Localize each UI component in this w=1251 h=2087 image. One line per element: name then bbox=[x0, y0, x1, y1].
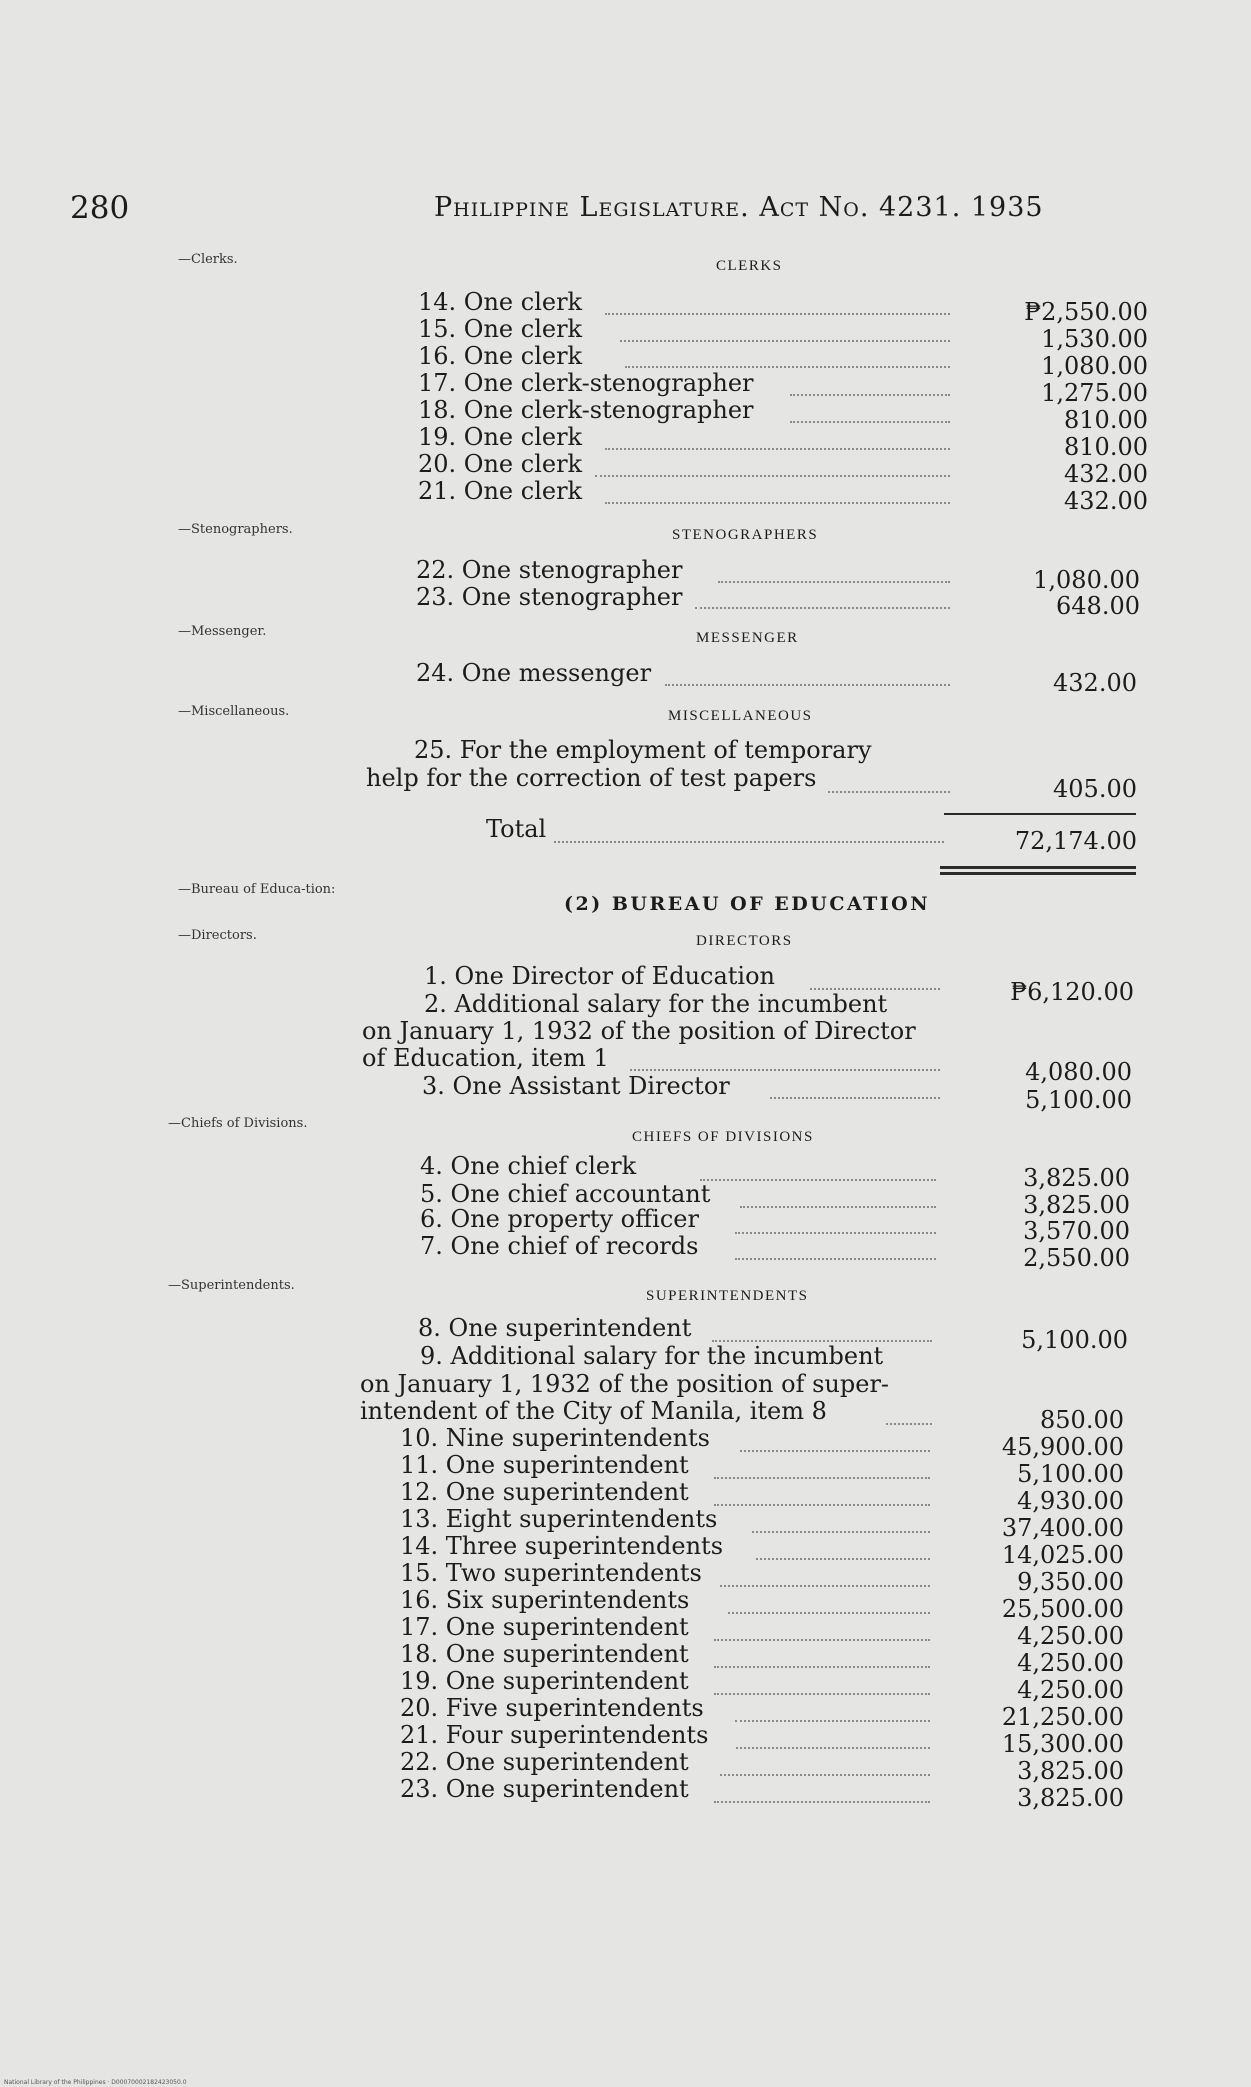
total-label: Total bbox=[486, 815, 547, 843]
line-item: 1. One Director of Education bbox=[424, 962, 775, 990]
amount: 3,570.00 bbox=[1023, 1217, 1130, 1245]
amount: 432.00 bbox=[1064, 460, 1148, 488]
line-item: 14. Three superintendents bbox=[400, 1532, 724, 1560]
line-item: 20. One clerk bbox=[418, 450, 583, 478]
line-item: 18. One clerk-stenographer bbox=[418, 396, 754, 424]
dot-leader bbox=[720, 1584, 930, 1587]
margin-note-stenographers: —Stenographers. bbox=[178, 522, 293, 537]
margin-note-directors: —Directors. bbox=[178, 928, 257, 943]
amount: 14,025.00 bbox=[1001, 1541, 1124, 1569]
amount: 405.00 bbox=[1053, 775, 1137, 803]
dot-leader bbox=[790, 393, 950, 396]
dot-leader bbox=[790, 420, 950, 423]
heading-stenographers: STENOGRAPHERS bbox=[672, 527, 819, 543]
line-item: 18. One superintendent bbox=[400, 1640, 689, 1668]
line-item: 17. One clerk-stenographer bbox=[418, 369, 754, 397]
amount: ₱6,120.00 bbox=[1010, 978, 1134, 1006]
line-item: 20. Five superintendents bbox=[400, 1694, 704, 1722]
line-item: 4. One chief clerk bbox=[420, 1152, 637, 1180]
amount: 3,825.00 bbox=[1017, 1757, 1124, 1785]
double-rule-bottom bbox=[940, 872, 1136, 875]
margin-note-bureau: —Bureau of Educa-tion: bbox=[178, 882, 336, 897]
line-item: 17. One superintendent bbox=[400, 1613, 689, 1641]
line-item: intendent of the City of Manila, item 8 bbox=[360, 1397, 827, 1425]
amount: 45,900.00 bbox=[1001, 1433, 1124, 1461]
amount: 432.00 bbox=[1053, 669, 1137, 697]
dot-leader bbox=[595, 474, 950, 477]
heading-superintendents: SUPERINTENDENTS bbox=[646, 1288, 809, 1304]
amount: 1,080.00 bbox=[1041, 352, 1148, 380]
line-item: 15. Two superintendents bbox=[400, 1559, 702, 1587]
dot-leader bbox=[714, 1638, 930, 1641]
line-item: 21. One clerk bbox=[418, 477, 583, 505]
page-number: 280 bbox=[70, 190, 130, 226]
dot-leader bbox=[752, 1530, 930, 1533]
dot-leader bbox=[665, 683, 950, 686]
line-item: 9. Additional salary for the incumbent bbox=[420, 1342, 884, 1370]
amount: 1,275.00 bbox=[1041, 379, 1148, 407]
dot-leader bbox=[740, 1449, 930, 1452]
dot-leader bbox=[700, 1178, 936, 1181]
amount: 15,300.00 bbox=[1001, 1730, 1124, 1758]
amount: 9,350.00 bbox=[1017, 1568, 1124, 1596]
dot-leader bbox=[620, 339, 950, 342]
dot-leader bbox=[756, 1557, 930, 1560]
dot-leader bbox=[770, 1096, 940, 1099]
dot-leader bbox=[695, 606, 950, 609]
line-item: 16. One clerk bbox=[418, 342, 583, 370]
dot-leader bbox=[714, 1692, 930, 1695]
heading-directors: DIRECTORS bbox=[696, 933, 793, 949]
line-item: 2. Additional salary for the incumbent bbox=[424, 990, 888, 1018]
amount: 1,530.00 bbox=[1041, 325, 1148, 353]
dot-leader bbox=[736, 1746, 930, 1749]
dot-leader bbox=[714, 1503, 930, 1506]
line-item: 16. Six superintendents bbox=[400, 1586, 690, 1614]
dot-leader bbox=[720, 1773, 930, 1776]
margin-note-superintendents: —Superintendents. bbox=[168, 1278, 295, 1293]
line-item: 22. One superintendent bbox=[400, 1748, 689, 1776]
dot-leader bbox=[605, 447, 950, 450]
amount: 4,080.00 bbox=[1025, 1058, 1132, 1086]
line-item: 14. One clerk bbox=[418, 288, 583, 316]
heading-clerks: CLERKS bbox=[716, 258, 783, 274]
line-item: 19. One clerk bbox=[418, 423, 583, 451]
amount: 25,500.00 bbox=[1001, 1595, 1124, 1623]
amount: 810.00 bbox=[1064, 406, 1148, 434]
heading-chiefs-of-divisions: CHIEFS OF DIVISIONS bbox=[632, 1129, 814, 1145]
dot-leader bbox=[714, 1800, 930, 1803]
line-item: 6. One property officer bbox=[420, 1205, 699, 1233]
amount: 3,825.00 bbox=[1023, 1164, 1130, 1192]
dot-leader bbox=[605, 501, 950, 504]
dot-leader bbox=[740, 1205, 936, 1208]
amount: 810.00 bbox=[1064, 433, 1148, 461]
line-item: on January 1, 1932 of the position of Director bbox=[362, 1017, 916, 1045]
dot-leader bbox=[554, 840, 944, 843]
line-item: 22. One stenographer bbox=[416, 556, 683, 584]
heading-bureau-of-education: (2) BUREAU OF EDUCATION bbox=[564, 893, 931, 915]
line-item: 23. One stenographer bbox=[416, 583, 683, 611]
dot-leader bbox=[718, 580, 950, 583]
margin-note-chiefs: —Chiefs of Divisions. bbox=[168, 1116, 308, 1131]
line-item: 13. Eight superintendents bbox=[400, 1505, 718, 1533]
line-item: help for the correction of test papers bbox=[366, 764, 817, 792]
heading-miscellaneous: MISCELLANEOUS bbox=[668, 708, 813, 724]
line-item: 24. One messenger bbox=[416, 659, 652, 687]
amount: 1,080.00 bbox=[1033, 566, 1140, 594]
running-head: Philippine Legislature. Act No. 4231. 1935 bbox=[434, 192, 1044, 223]
total-amount: 72,174.00 bbox=[1014, 827, 1137, 855]
dot-leader bbox=[735, 1231, 936, 1234]
dot-leader bbox=[605, 312, 950, 315]
amount: 5,100.00 bbox=[1017, 1460, 1124, 1488]
amount: 3,825.00 bbox=[1023, 1191, 1130, 1219]
margin-note-miscellaneous: —Miscellaneous. bbox=[178, 704, 290, 719]
margin-note-messenger: —Messenger. bbox=[178, 624, 267, 639]
amount: 3,825.00 bbox=[1017, 1784, 1124, 1812]
line-item: 5. One chief accountant bbox=[420, 1180, 711, 1208]
amount: 432.00 bbox=[1064, 487, 1148, 515]
amount: 4,250.00 bbox=[1017, 1622, 1124, 1650]
line-item: 12. One superintendent bbox=[400, 1478, 689, 1506]
amount: 5,100.00 bbox=[1025, 1086, 1132, 1114]
amount: ₱2,550.00 bbox=[1024, 298, 1148, 326]
line-item: 3. One Assistant Director bbox=[422, 1072, 730, 1100]
amount: 21,250.00 bbox=[1001, 1703, 1124, 1731]
line-item: 25. For the employment of temporary bbox=[414, 736, 872, 764]
line-item: 21. Four superintendents bbox=[400, 1721, 709, 1749]
line-item: 11. One superintendent bbox=[400, 1451, 689, 1479]
line-item: 7. One chief of records bbox=[420, 1232, 699, 1260]
amount: 5,100.00 bbox=[1021, 1326, 1128, 1354]
total-rule bbox=[944, 813, 1136, 815]
heading-messenger: MESSENGER bbox=[696, 630, 799, 646]
margin-note-clerks: —Clerks. bbox=[178, 252, 238, 267]
dot-leader bbox=[735, 1257, 936, 1260]
dot-leader bbox=[625, 365, 950, 368]
dot-leader bbox=[630, 1068, 940, 1071]
footer-credit: National Library of the Philippines · D00070002182423050.0 bbox=[4, 2079, 187, 2086]
line-item: 10. Nine superintendents bbox=[400, 1424, 710, 1452]
amount: 648.00 bbox=[1056, 592, 1140, 620]
double-rule-top bbox=[940, 866, 1136, 869]
amount: 4,250.00 bbox=[1017, 1649, 1124, 1677]
line-item: on January 1, 1932 of the position of super- bbox=[360, 1370, 890, 1398]
dot-leader bbox=[714, 1665, 930, 1668]
line-item: 19. One superintendent bbox=[400, 1667, 689, 1695]
line-item: 15. One clerk bbox=[418, 315, 583, 343]
line-item: 23. One superintendent bbox=[400, 1775, 689, 1803]
dot-leader bbox=[714, 1476, 930, 1479]
amount: 4,930.00 bbox=[1017, 1487, 1124, 1515]
line-item: 8. One superintendent bbox=[418, 1314, 692, 1342]
dot-leader bbox=[735, 1719, 930, 1722]
line-item: of Education, item 1 bbox=[362, 1044, 609, 1072]
amount: 37,400.00 bbox=[1001, 1514, 1124, 1542]
amount: 2,550.00 bbox=[1023, 1244, 1130, 1272]
amount: 4,250.00 bbox=[1017, 1676, 1124, 1704]
dot-leader bbox=[828, 790, 950, 793]
dot-leader bbox=[728, 1611, 930, 1614]
amount: 850.00 bbox=[1040, 1406, 1124, 1434]
